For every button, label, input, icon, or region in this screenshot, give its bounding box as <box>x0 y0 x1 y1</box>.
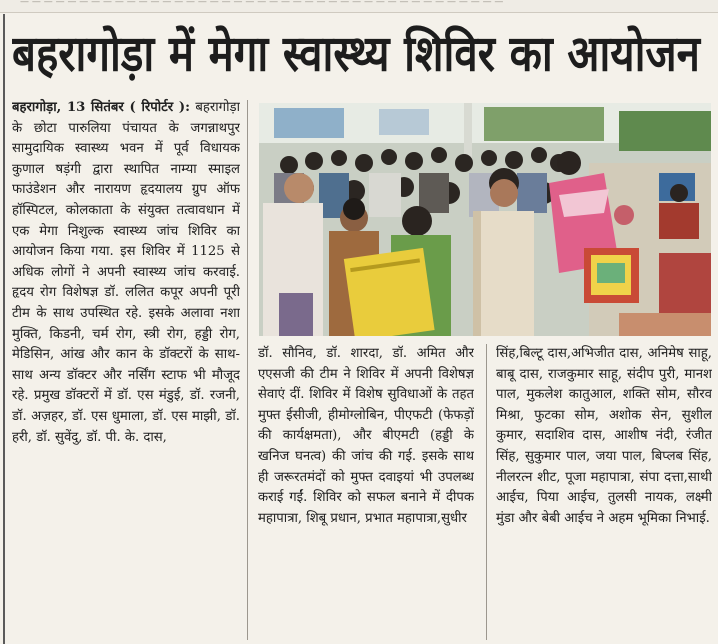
article-column-1 <box>12 98 240 638</box>
article-column-2 <box>258 344 474 640</box>
column-3-text: सिंह,बिल्टू दास,अभिजीत दास, अनिमेष साहू, बाबू दास, राजकुमार साहू, संदीप पुरी, मानश पाल, मुकलेश कातुआल, शक्ति सोम, सौरव मिश्रा, फुटका सोम, अशोक सेन, सुशील कुमार, सदाशिव दास, आशीष नंदी, रंजीत सिंह, सुकुमार पाल, जया पाल, बिप्लब सिंह, नीलरत्न शीट, पूजा महापात्रा, संपा दत्ता,साथी आईच, पिया आईच, तुलसी नायक, लक्ष्मी मुंडा और बेबी आईच ने अहम भूमिका निभाई. <box>496 346 712 526</box>
left-border-rule <box>3 14 5 644</box>
article-column-3 <box>496 344 712 640</box>
dateline: बहरागोड़ा, 13 सितंबर ( रिपोर्टर ): <box>12 100 191 115</box>
headline: बहरागोड़ा में मेगा स्वास्थ्य शिविर का आयोजन <box>12 24 700 83</box>
cropped-text-fragment: — — — — — — — — — — — — — — — — — — — — — — — — — — — — — — — — — — — — — — — — — <box>20 0 504 7</box>
column-1-text: बहरागोड़ा के छोटा पारुलिया पंचायत के जगन्नाथपुर सामुदायिक स्वास्थ्य भवन में पूर्व विधायक कुणाल षड़ंगी द्वारा स्थापित नाम्या स्माइल फाउंडेशन और नारायण हृदयालय ग्रुप ऑफ हॉस्पिटल, कोलकाता के संयुक्त तत्वावधान में एक मेगा निशुल्क स्वास्थ्य जांच शिविर का आयोजन किया गया. इस शिविर में 1125 से अधिक लोगों ने अपनी स्वास्थ्य जांच करवाई. हृदय रोग विशेषज्ञ डॉ. ललित कपूर अपनी पूरी टीम के साथ उपस्थित रहे. इसके अलावा नशा मुक्ति, किडनी, चर्म रोग, स्त्री रोग, हड्डी रोग, मेडिसिन, आंख और कान के डॉक्टरों के साथ-साथ अन्य डॉक्टर और नर्सिंग स्टाफ भी मौजूद रहे. प्रमुख डॉक्टरों में डॉ. एस मंडुई, डॉ. रजनी, डॉ. अज़हर, डॉ. एस धुमाला, डॉ. एस माझी, डॉ. हरी, डॉ. सुवेंदु, डॉ. पी. के. दास, <box>12 100 240 445</box>
column-2-text: डॉ. सौनिव, डॉ. शारदा, डॉ. अमित और एएसजी की टीम ने शिविर में अपनी विशेषज्ञ सेवाएं दीं. शिविर में विशेष सुविधाओं के तहत मुफ्त ईसीजी, हीमोग्लोबिन, पीएफटी (फेफड़ों की कार्यक्षमता), और बीएमटी (हड्डी के खनिज घनत्व) की जांच की गई. इसके साथ ही जरूरतमंदों को मुफ्त दवाइयां भी उपलब्ध कराई गईं. शिविर को सफल बनाने में दीपक महापात्रा, शिबू प्रधान, प्रभात महापात्रा,सुधीर <box>258 346 474 526</box>
column-separator <box>247 100 248 640</box>
column-separator <box>486 344 487 640</box>
article-photo <box>259 103 711 336</box>
crowd-photo-illustration <box>259 103 711 336</box>
